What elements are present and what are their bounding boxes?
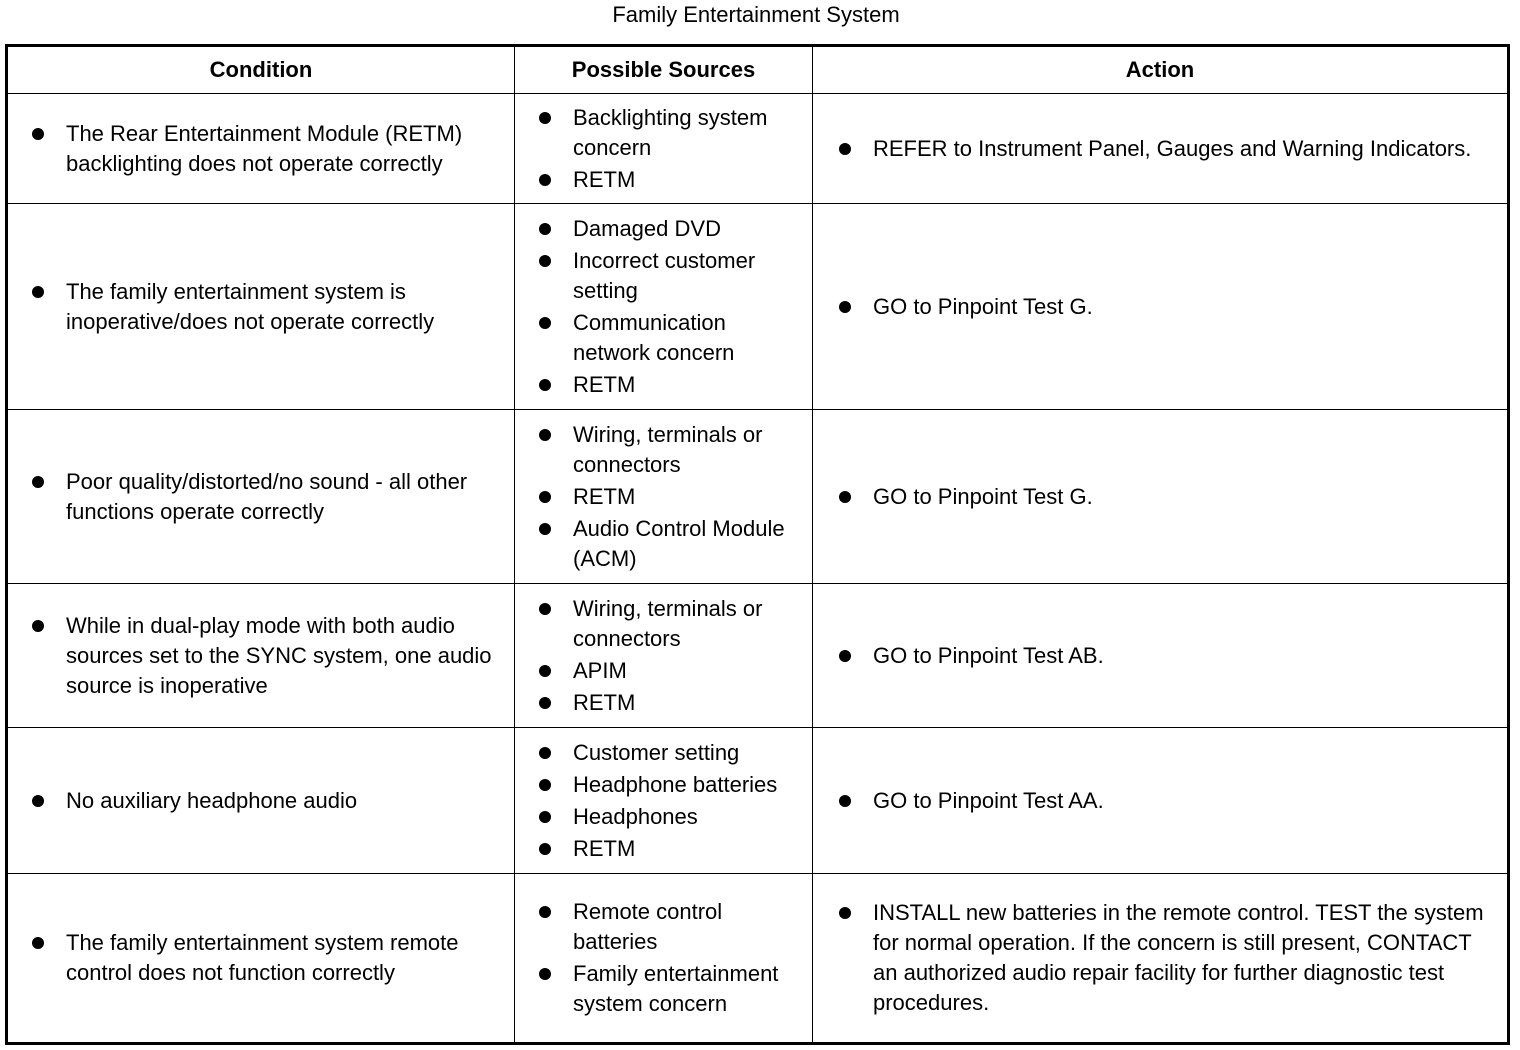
bullet-icon (539, 379, 551, 391)
source-text: Headphones (573, 803, 698, 829)
bullet-icon (839, 301, 851, 313)
sources-cell (515, 204, 813, 410)
source-text: Damaged DVD (573, 215, 721, 241)
action-text: GO to Pinpoint Test AB. (873, 642, 1104, 668)
bullet-icon (839, 491, 851, 503)
source-text: Family entertainment system concern (573, 961, 779, 1016)
list-item (539, 834, 812, 864)
bullet-icon (839, 795, 851, 807)
list-item (539, 656, 812, 686)
bullet-icon (32, 286, 44, 298)
bullet-icon (839, 650, 851, 662)
sources-cell (515, 584, 813, 728)
bullet-icon (539, 317, 551, 329)
bullet-icon (539, 255, 551, 267)
bullet-icon (539, 779, 551, 791)
bullet-icon (839, 143, 851, 155)
list-item (839, 134, 1507, 164)
list-item (539, 246, 812, 306)
condition-text: The family entertainment system remote control does not function correctly (66, 930, 459, 985)
bullet-icon (539, 906, 551, 918)
table-row (7, 410, 1509, 584)
bullet-icon (539, 843, 551, 855)
source-text: APIM (573, 657, 627, 683)
list-item (539, 214, 812, 244)
bullet-icon (539, 968, 551, 980)
bullet-icon (539, 223, 551, 235)
sources-cell (515, 874, 813, 1044)
list-item (539, 802, 812, 832)
action-text: INSTALL new batteries in the remote control. TEST the system for normal operation. If the concern is still present, CONTACT an authorized audio repair facility for further diagnostic test procedures. (873, 900, 1484, 1015)
bullet-icon (539, 603, 551, 615)
list-item (32, 277, 514, 337)
list-item (839, 898, 1507, 1018)
sources-cell (515, 728, 813, 874)
page-title: Family Entertainment System (612, 2, 900, 27)
list-item (539, 165, 812, 195)
condition-text: While in dual-play mode with both audio sources set to the SYNC system, one audio source is inoperative (66, 612, 492, 698)
list-item (539, 103, 812, 163)
bullet-icon (32, 795, 44, 807)
list-item (539, 688, 812, 718)
list-item (539, 594, 812, 654)
source-text: Backlighting system concern (573, 104, 768, 160)
bullet-icon (539, 112, 551, 124)
bullet-icon (539, 174, 551, 186)
bullet-icon (539, 697, 551, 709)
condition-cell (7, 728, 515, 874)
column-header-condition: Condition (7, 46, 515, 94)
bullet-icon (32, 128, 44, 140)
action-text: REFER to Instrument Panel, Gauges and Warning Indicators. (873, 135, 1472, 161)
table-row (7, 728, 1509, 874)
bullet-icon (539, 811, 551, 823)
source-text: Communication network concern (573, 309, 735, 365)
condition-text: The Rear Entertainment Module (RETM) backlighting does not operate correctly (66, 120, 463, 176)
column-header-possible-sources: Possible Sources (515, 46, 813, 94)
bullet-icon (32, 937, 44, 949)
source-text: RETM (573, 371, 636, 397)
action-cell (813, 410, 1509, 584)
list-item (539, 514, 812, 574)
condition-cell (7, 584, 515, 728)
condition-cell (7, 204, 515, 410)
table-header-row (7, 46, 1509, 94)
bullet-icon (539, 523, 551, 535)
list-item (32, 467, 514, 527)
action-cell (813, 94, 1509, 204)
sources-cell (515, 94, 813, 204)
source-text: RETM (573, 483, 636, 509)
source-text: Customer setting (573, 739, 740, 765)
list-item (32, 786, 514, 816)
source-text: Audio Control Module (ACM) (573, 515, 785, 571)
bullet-icon (539, 491, 551, 503)
sources-cell (515, 410, 813, 584)
condition-text: Poor quality/distorted/no sound - all other functions operate correctly (66, 468, 468, 524)
diagnostic-table (5, 44, 1510, 1045)
bullet-icon (539, 747, 551, 759)
list-item (839, 786, 1507, 816)
table-row (7, 204, 1509, 410)
source-text: RETM (573, 689, 636, 715)
list-item (32, 611, 514, 701)
list-item (32, 928, 514, 988)
condition-text: No auxiliary headphone audio (66, 787, 358, 813)
bullet-icon (539, 429, 551, 441)
list-item (539, 959, 812, 1019)
action-text: GO to Pinpoint Test G. (873, 483, 1093, 509)
source-text: Incorrect customer setting (573, 247, 756, 303)
list-item (839, 641, 1507, 671)
bullet-icon (32, 620, 44, 632)
list-item (539, 308, 812, 368)
list-item (539, 370, 812, 400)
table-row (7, 584, 1509, 728)
table-row (7, 94, 1509, 204)
condition-cell (7, 874, 515, 1044)
condition-cell (7, 410, 515, 584)
column-header-action: Action (813, 46, 1509, 94)
action-text: GO to Pinpoint Test G. (873, 293, 1093, 319)
bullet-icon (539, 665, 551, 677)
source-text: Wiring, terminals or connectors (573, 421, 763, 477)
action-cell (813, 584, 1509, 728)
source-text: RETM (573, 166, 636, 192)
list-item (539, 482, 812, 512)
list-item (32, 119, 514, 179)
condition-cell (7, 94, 515, 204)
action-cell (813, 204, 1509, 410)
list-item (539, 770, 812, 800)
condition-text: The family entertainment system is inoperative/does not operate correctly (66, 278, 435, 334)
list-item (839, 482, 1507, 512)
list-item (839, 292, 1507, 322)
source-text: RETM (573, 835, 636, 861)
source-text: Wiring, terminals or connectors (573, 595, 763, 651)
action-cell (813, 728, 1509, 874)
bullet-icon (839, 907, 851, 919)
action-cell (813, 874, 1509, 1044)
source-text: Headphone batteries (573, 771, 778, 797)
table-row (7, 874, 1509, 1044)
list-item (539, 420, 812, 480)
action-text: GO to Pinpoint Test AA. (873, 787, 1104, 813)
bullet-icon (32, 476, 44, 488)
list-item (539, 738, 812, 768)
list-item (539, 897, 812, 957)
source-text: Remote control batteries (573, 899, 723, 954)
